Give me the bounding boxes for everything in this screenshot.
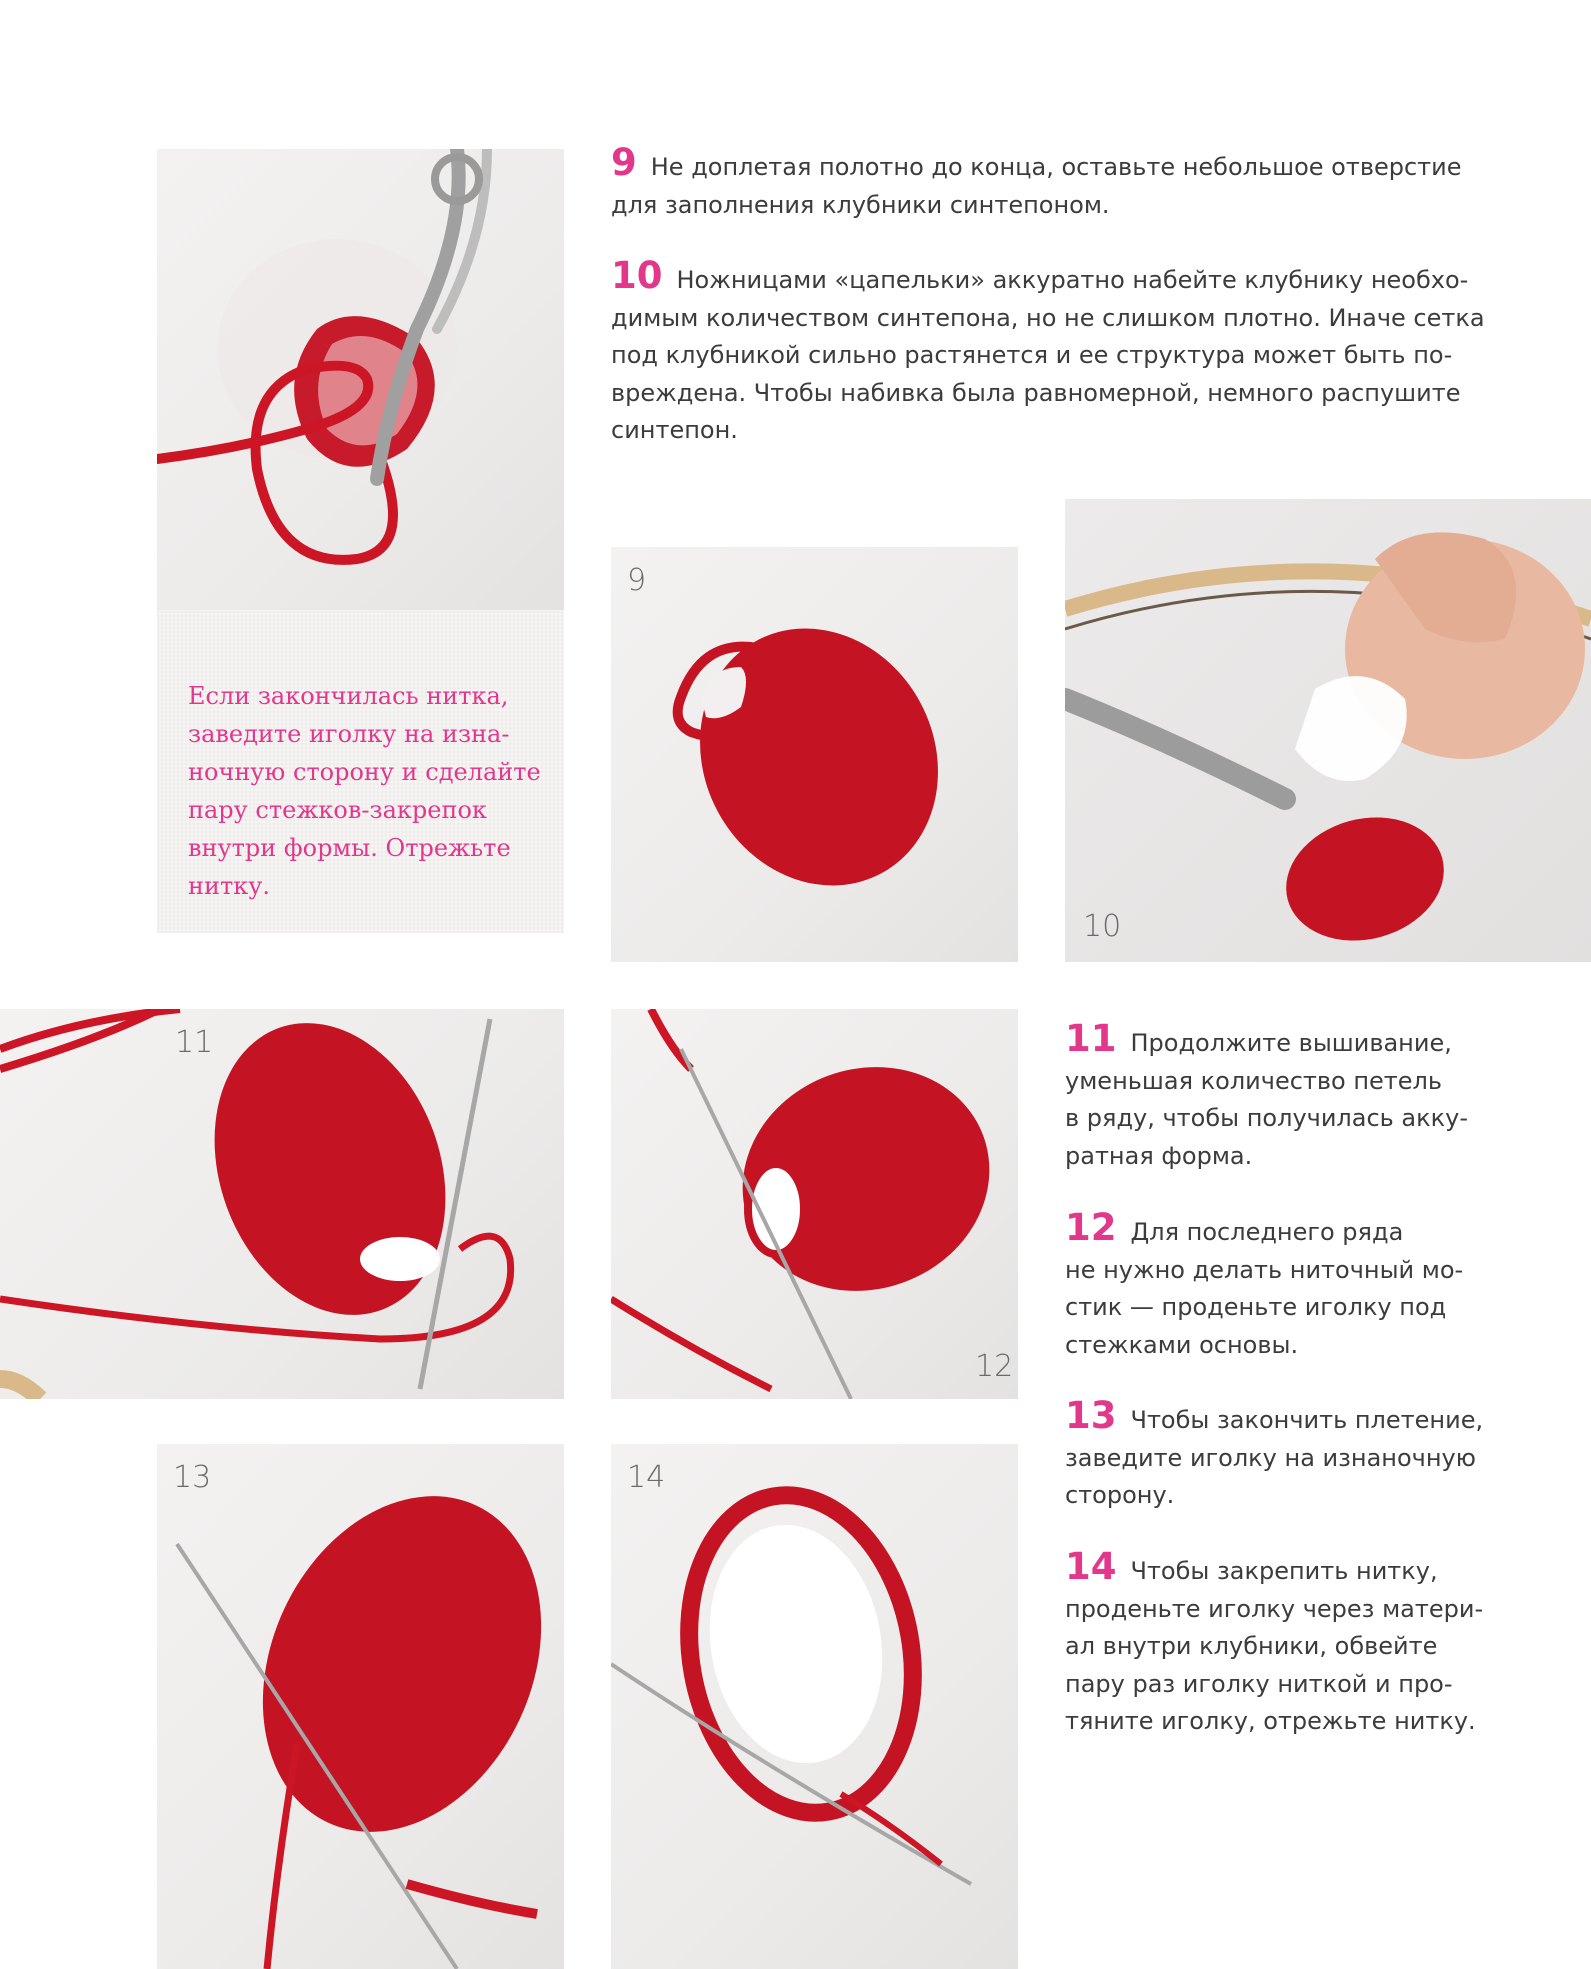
step-14-line-1 <box>1065 1545 1545 1591</box>
photo-number: 10 <box>1083 909 1122 944</box>
step-text: сторону. <box>1065 1481 1175 1509</box>
scissors-thread-illustration <box>157 149 564 610</box>
step-text: Продолжите вышивание, <box>1130 1029 1452 1057</box>
step-text: Для последнего ряда <box>1130 1218 1404 1246</box>
step-text: стик — проденьте иголку под <box>1065 1293 1447 1321</box>
step-number: 10 <box>611 254 663 297</box>
strawberry-last-row-illustration <box>611 1009 1018 1399</box>
step-text: не нужно делать ниточный мо- <box>1065 1255 1464 1284</box>
step-number: 13 <box>1065 1394 1117 1437</box>
step-text: синтепон. <box>611 416 738 444</box>
step-13-line-1 <box>1065 1394 1545 1440</box>
tip-line: ночную сторону и сделайте <box>188 758 541 786</box>
step-text: вреждена. Чтобы набивка была равномерной, немного распушите <box>611 378 1461 407</box>
step-text: проденьте иголку через матери- <box>1065 1594 1484 1623</box>
photo-step-12 <box>611 1009 1018 1399</box>
step-text: Чтобы закрепить нитку, <box>1130 1557 1438 1585</box>
photo-number: 9 <box>627 563 647 598</box>
strawberry-finish-illustration <box>157 1444 564 1969</box>
step-14 <box>1065 1545 1545 1741</box>
step-9 <box>611 141 1511 224</box>
photo-step-10 <box>1065 499 1591 962</box>
tip-text <box>188 677 548 905</box>
photo-scissors <box>157 149 564 610</box>
photo-step-11 <box>0 1009 564 1399</box>
step-text: ал внутри клубники, обвейте <box>1065 1632 1438 1660</box>
tip-line: пару стежков-закрепок <box>188 796 487 824</box>
step-number: 11 <box>1065 1017 1117 1060</box>
photo-number: 14 <box>627 1460 666 1495</box>
step-text: Чтобы закончить плетение, <box>1130 1406 1484 1434</box>
step-10 <box>611 254 1511 450</box>
stuffing-illustration <box>1065 499 1591 962</box>
step-number: 12 <box>1065 1206 1117 1249</box>
strawberry-secure-illustration <box>611 1444 1018 1969</box>
step-12-line-1 <box>1065 1206 1545 1252</box>
step-11-line-1 <box>1065 1017 1545 1063</box>
step-text: Ножницами «цапельки» аккуратно набейте клубнику необхо- <box>676 266 1469 294</box>
step-text: тяните иголку, отрежьте нитку. <box>1065 1707 1476 1735</box>
tip-line: внутри формы. Отрежьте <box>188 834 511 862</box>
tip-line: заведите иголку на изна- <box>188 720 510 748</box>
step-text: пару раз иголку ниткой и про- <box>1065 1669 1453 1698</box>
step-9-line-1 <box>611 141 1511 187</box>
step-text: димым количеством синтепона, но не слишком плотно. Иначе сетка <box>611 303 1485 332</box>
photo-step-13 <box>157 1444 564 1969</box>
strawberry-needle-illustration <box>0 1009 564 1399</box>
step-text: стежками основы. <box>1065 1330 1299 1359</box>
step-text: ратная форма. <box>1065 1141 1253 1170</box>
step-text: заведите иголку на изнаночную <box>1065 1443 1476 1472</box>
strawberry-illustration <box>611 547 1018 962</box>
step-text: Не доплетая полотно до конца, оставьте небольшое отверстие <box>650 153 1462 181</box>
step-13 <box>1065 1394 1545 1515</box>
photo-number: 12 <box>975 1349 1014 1384</box>
photo-number: 11 <box>175 1025 214 1060</box>
step-text: в ряду, чтобы получилась акку- <box>1065 1104 1468 1132</box>
step-text: для заполнения клубники синтепоном. <box>611 190 1110 219</box>
photo-step-9 <box>611 547 1018 962</box>
step-10-line-1 <box>611 254 1511 300</box>
tip-line: Если закончилась нитка, <box>188 682 509 710</box>
step-11 <box>1065 1017 1545 1175</box>
step-number: 9 <box>611 141 637 184</box>
step-number: 14 <box>1065 1545 1117 1588</box>
step-text: под клубникой сильно растянется и ее структура может быть по- <box>611 341 1453 369</box>
photo-step-14 <box>611 1444 1018 1969</box>
tip-line: нитку. <box>188 872 271 900</box>
step-text: уменьшая количество петель <box>1065 1066 1443 1095</box>
step-12 <box>1065 1206 1545 1364</box>
photo-number: 13 <box>173 1460 212 1495</box>
